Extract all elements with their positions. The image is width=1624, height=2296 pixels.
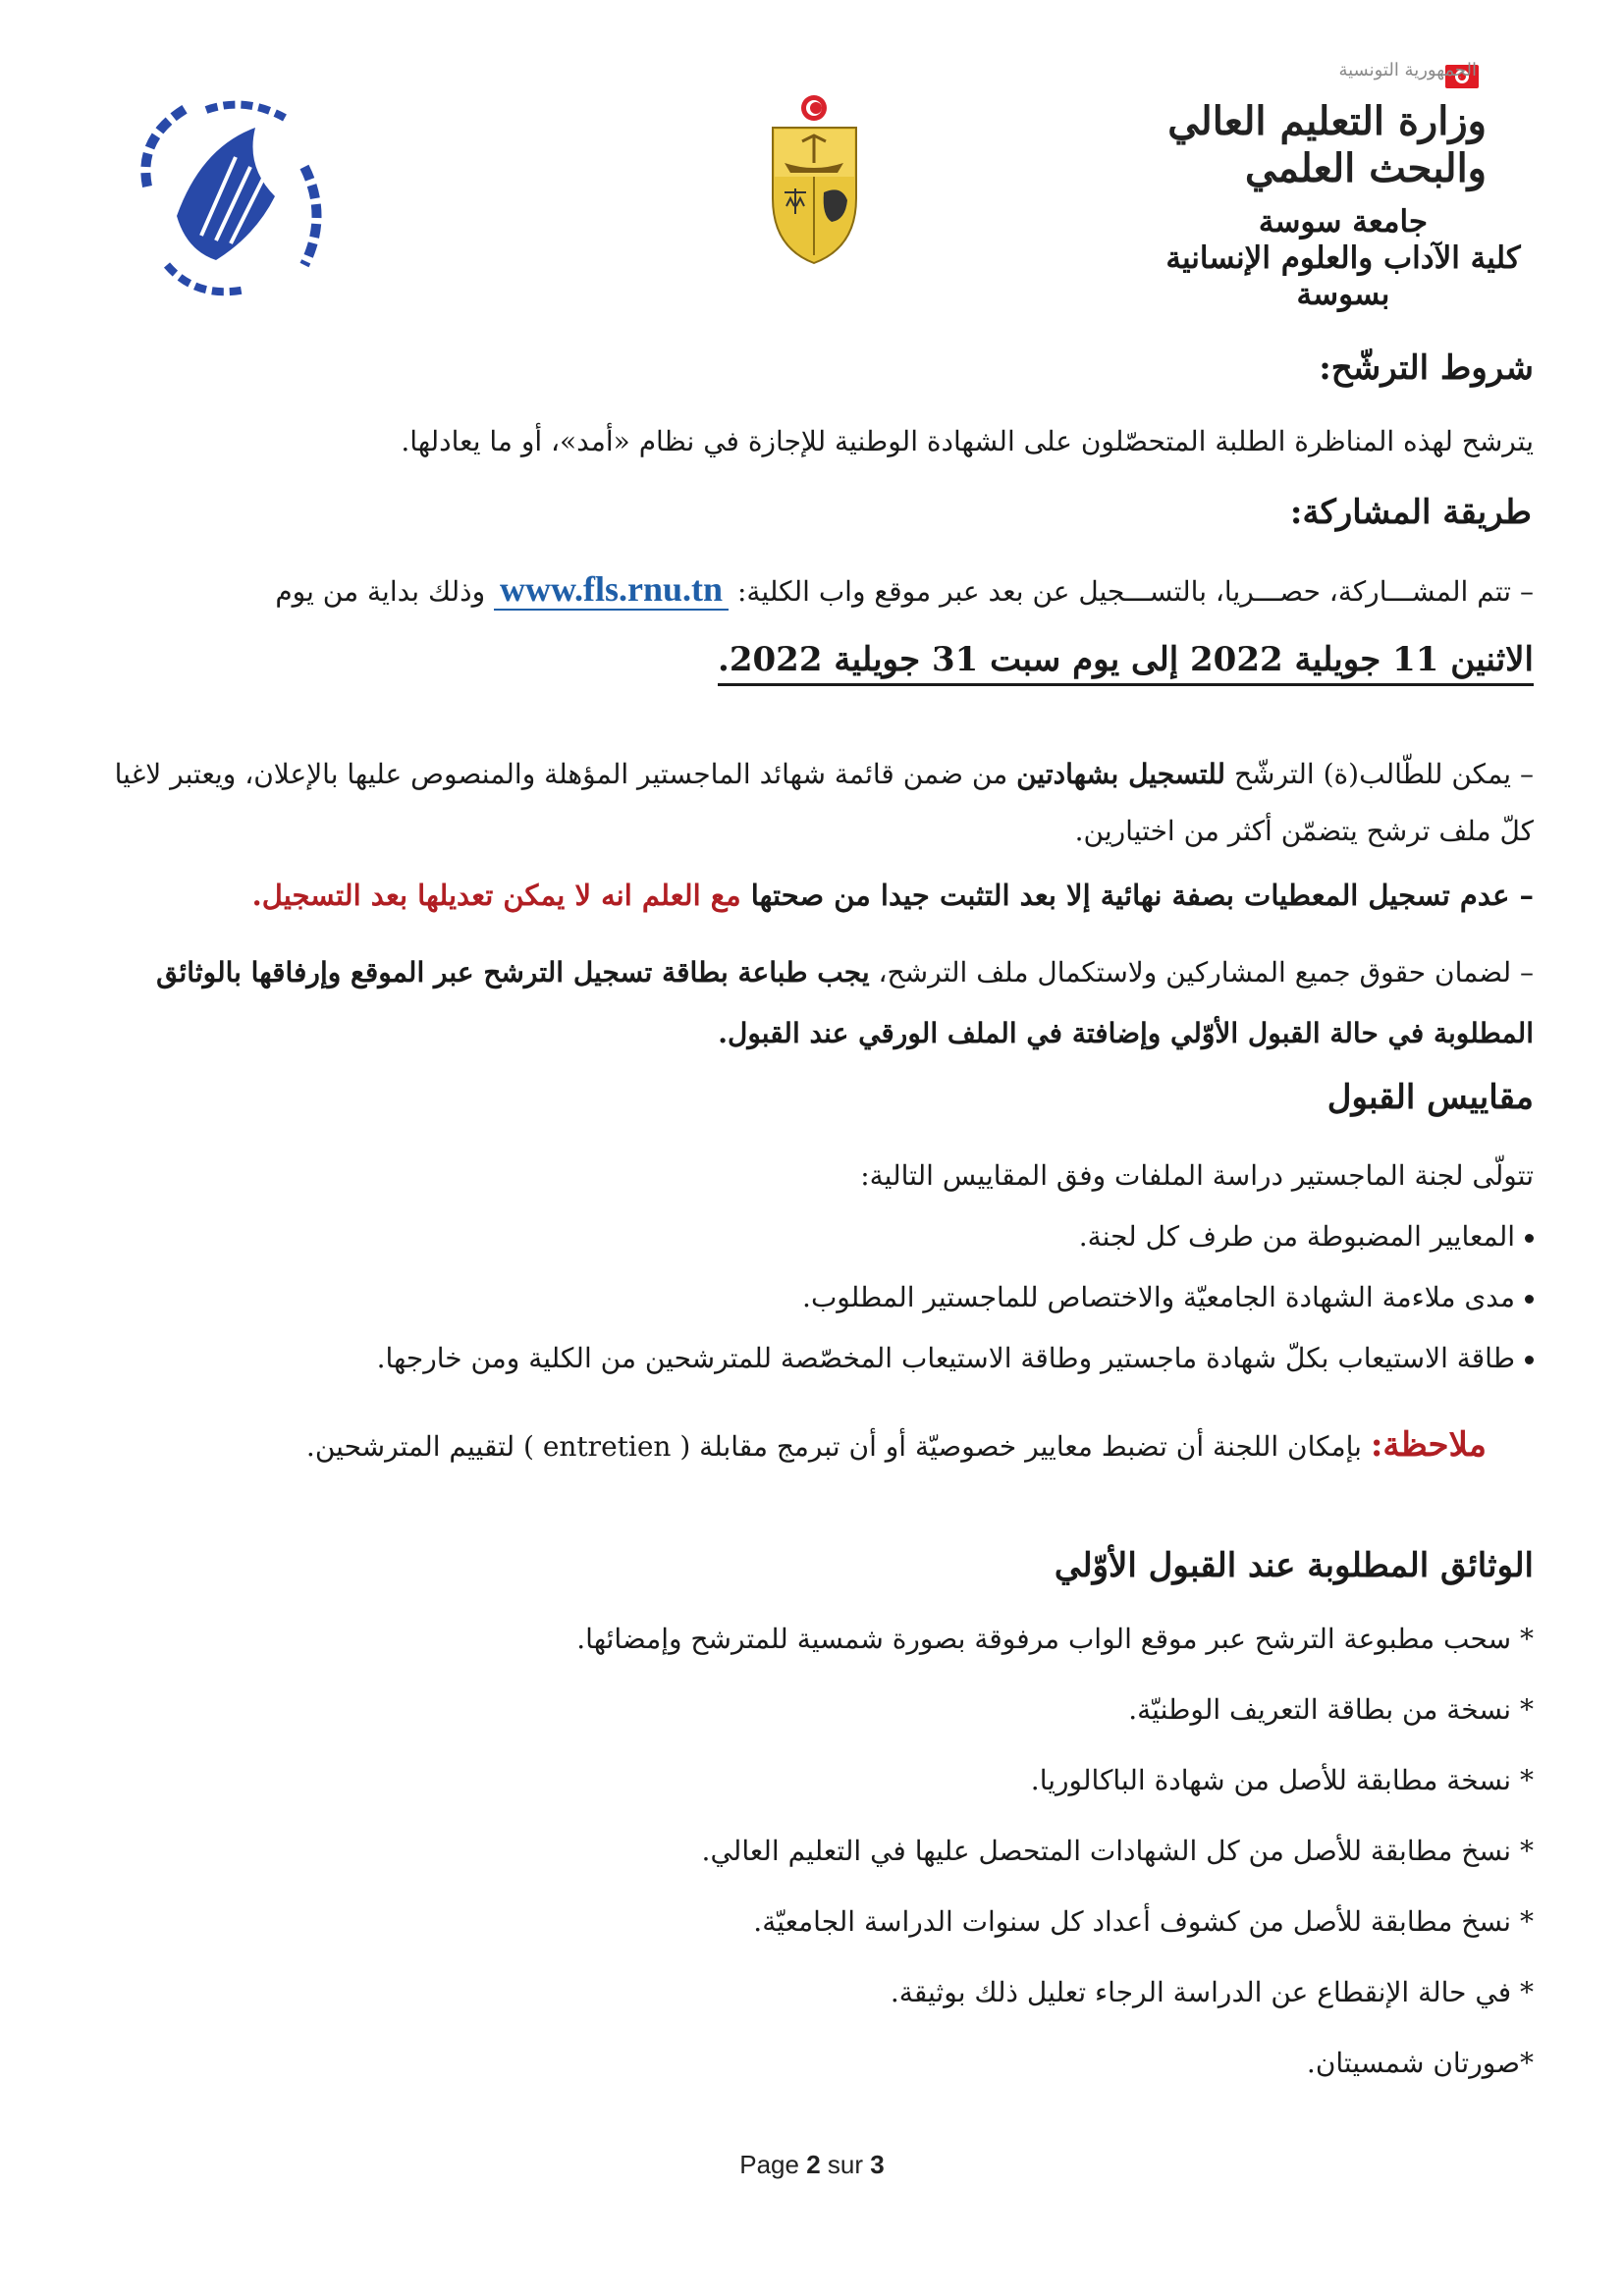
university-name: جامعة سوسة	[1258, 204, 1429, 240]
page-total: 3	[870, 2150, 885, 2179]
para3-bold: – عدم تسجيل المعطيات بصفة نهائية إلا بعد التثبت جيدا من صحتها	[750, 879, 1534, 912]
conditions-text: يترشح لهذه المناظرة الطلبة المتحصّلون على الشهادة الوطنية للإجازة في نظام «أمد»، أو ما يعادلها.	[401, 425, 1534, 457]
document-item: * نسخ مطابقة للأصل من كشوف أعداد كل سنوات الدراسة الجامعيّة.	[753, 1905, 1534, 1938]
documents-heading: الوثائق المطلوبة عند القبول الأوّلي	[1054, 1546, 1534, 1585]
republic-label: الجمهورية التونسية	[1338, 60, 1477, 80]
para3-warning: مع العلم انه لا يمكن تعديلها بعد التسجيل.	[251, 879, 751, 912]
criteria-heading: مقاييس القبول	[1326, 1078, 1534, 1117]
criteria-item	[90, 1339, 1534, 1400]
page-footer	[0, 2150, 1624, 2180]
faculty-name-line-2: بسوسة	[1296, 277, 1390, 312]
website-link[interactable]: www.fls.rnu.tn	[494, 569, 729, 611]
para4-pre: – لضمان حقوق جميع المشاركين ولاستكمال ملف الترشح،	[869, 956, 1534, 988]
page-word: Page	[739, 2150, 799, 2179]
criteria-item-text: مدى ملاءمة الشهادة الجامعيّة والاختصاص للماجستير المطلوب.	[802, 1281, 1515, 1313]
criteria-item	[90, 1217, 1534, 1278]
document-item: * سحب مطبوعة الترشح عبر موقع الواب مرفوقة بصورة شمسية للمترشح وإمضائها.	[576, 1623, 1534, 1655]
criteria-list	[90, 1217, 1534, 1400]
note-text: بإمكان اللجنة أن تضبط معايير خصوصيّة أو أن تبرمج مقابلة ( entretien ) لتقييم المترشحين.	[305, 1430, 1371, 1463]
institution-block	[1137, 204, 1549, 313]
faculty-logo-icon	[108, 88, 353, 314]
para2-post: من ضمن قائمة شهائد الماجستير المؤهلة والمنصوص عليها بالإعلان، ويعتبر لاغيا كلّ ملف ترشح يتضمّن أكثر من اختيارين.	[114, 758, 1534, 847]
document-item: * نسخ مطابقة للأصل من كل الشهادات المتحصل عليها في التعليم العالي.	[701, 1835, 1534, 1867]
participation-para-3	[81, 879, 1534, 912]
document-item: * نسخة مطابقة للأصل من شهادة الباكالوريا.	[1030, 1764, 1534, 1796]
participation-para-2	[90, 746, 1534, 860]
coat-of-arms-icon	[763, 90, 866, 267]
para2-pre: – يمكن للطّالب(ة) الترشّح	[1225, 758, 1534, 790]
para2-bold: للتسجيل بشهادتين	[1016, 758, 1226, 790]
criteria-intro: تتولّى لجنة الماجستير دراسة الملفات وفق المقاييس التالية:	[860, 1159, 1534, 1192]
documents-list	[90, 1620, 1534, 2114]
faculty-name-line-1: كلية الآداب والعلوم الإنسانية	[1165, 240, 1521, 276]
bullet-icon	[1525, 1356, 1534, 1364]
participation-line-1-post: وذلك بداية من يوم	[275, 575, 486, 608]
conditions-heading: شروط الترشّح:	[1319, 348, 1534, 388]
bullet-icon	[1525, 1234, 1534, 1243]
document-item: *صورتان شمسيتان.	[1306, 2047, 1534, 2079]
participation-line-1-pre: – تتم المشـــاركة، حصـــريا، بالتســـجيل عن بعد عبر موقع واب الكلية:	[736, 575, 1534, 608]
participation-para-4	[90, 942, 1534, 1064]
para4-bold: يجب طباعة بطاقة تسجيل الترشح عبر الموقع وإرفاقها بالوثائق المطلوبة في حالة القبول الأوّلي وإضافتة في الملف الورقي عند القبول.	[156, 956, 1534, 1049]
registration-dates: الاثنين 11 جويلية 2022 إلى يوم سبت 31 جويلية 2022.	[718, 640, 1534, 686]
ministry-line-1: وزارة التعليم العالي	[1167, 98, 1487, 144]
criteria-note	[92, 1425, 1487, 1465]
criteria-item	[90, 1278, 1534, 1339]
page-number: 2	[806, 2150, 821, 2179]
note-label: ملاحظة:	[1370, 1425, 1487, 1465]
sur-word: sur	[827, 2150, 864, 2179]
document-item: * نسخة من بطاقة التعريف الوطنيّة.	[1128, 1693, 1534, 1726]
criteria-item-text: طاقة الاستيعاب بكلّ شهادة ماجستير وطاقة الاستيعاب المخصّصة للمترشحين من الكلية ومن خارجها.	[376, 1342, 1515, 1374]
participation-heading: طريقة المشاركة:	[1289, 493, 1532, 532]
participation-line-1	[81, 569, 1534, 612]
bullet-icon	[1525, 1295, 1534, 1304]
ministry-line-2: والبحث العلمي	[1244, 145, 1487, 191]
document-item: * في حالة الإنقطاع عن الدراسة الرجاء تعليل ذلك بوثيقة.	[890, 1976, 1534, 2008]
ministry-name	[1167, 98, 1487, 192]
criteria-item-text: المعايير المضبوطة من طرف كل لجنة.	[1078, 1220, 1515, 1253]
